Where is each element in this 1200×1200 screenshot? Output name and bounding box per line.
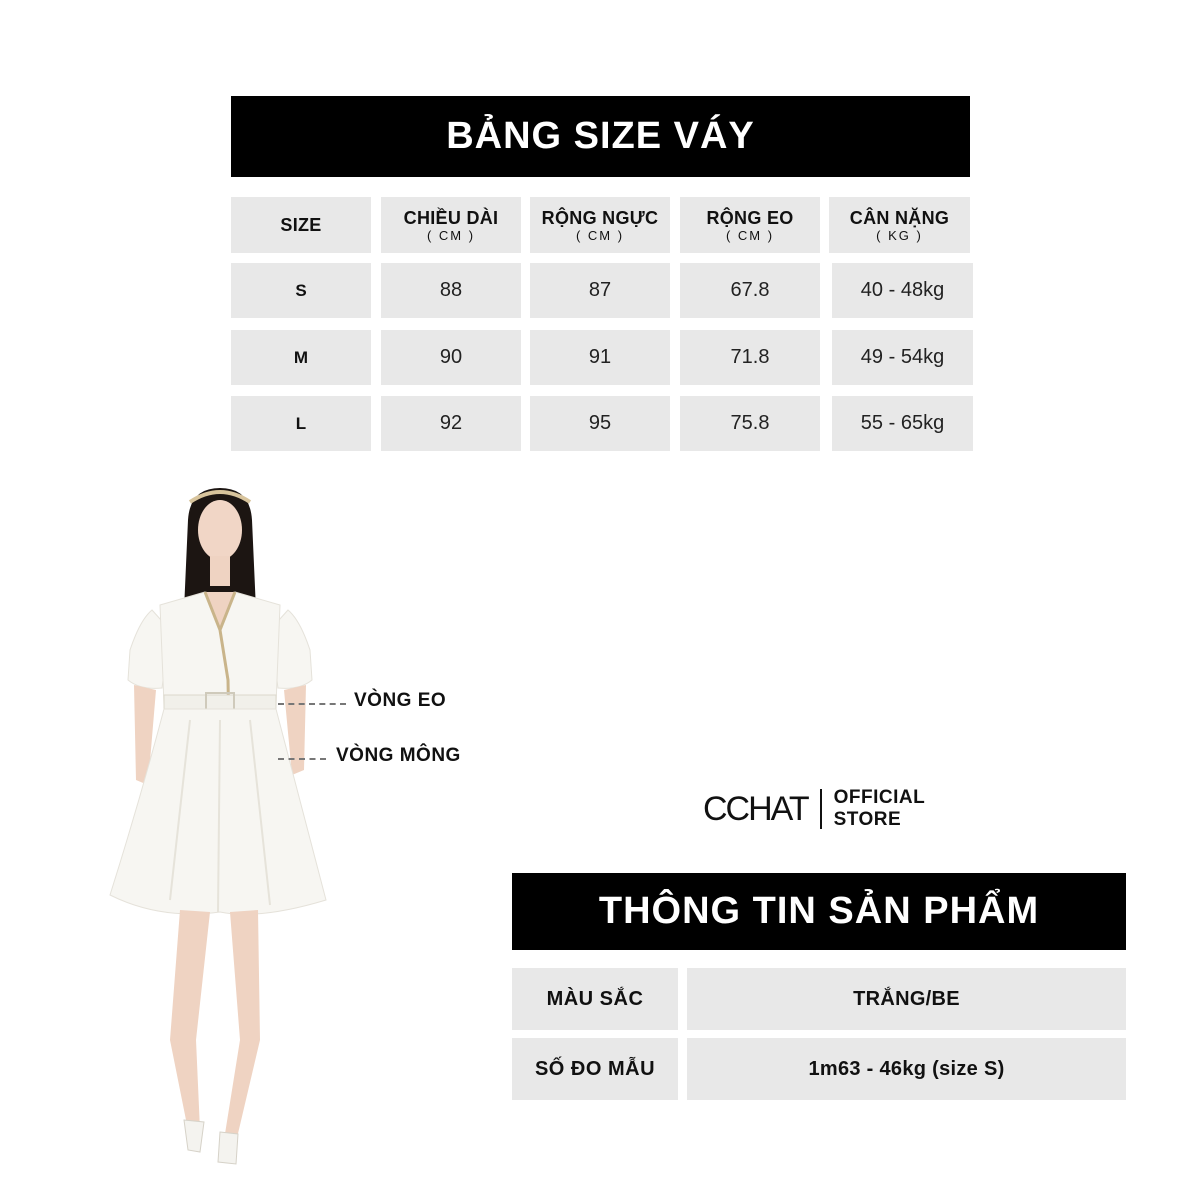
row-s-weight: 40 - 48kg xyxy=(832,263,973,318)
header-waist xyxy=(680,197,820,253)
header-size xyxy=(231,197,371,253)
row-m-weight: 49 - 54kg xyxy=(832,330,973,385)
row-l-size: L xyxy=(231,396,371,451)
header-bust-label: RỘNG NGỰC xyxy=(541,207,659,228)
header-waist-unit: ( CM ) xyxy=(725,227,775,243)
info-color-value: TRẮNG/BE xyxy=(687,968,1126,1030)
row-m-length: 90 xyxy=(381,330,521,385)
product-info-title: THÔNG TIN SẢN PHẨM xyxy=(512,873,1126,950)
header-bust xyxy=(530,197,670,253)
info-color-label: MÀU SẮC xyxy=(512,968,678,1030)
row-s-waist: 67.8 xyxy=(680,263,820,318)
brand-store-line2: STORE xyxy=(833,809,902,830)
header-length xyxy=(381,197,521,253)
hip-callout-line xyxy=(278,758,326,760)
row-l-waist: 75.8 xyxy=(680,396,820,451)
info-model-label: SỐ ĐO MẪU xyxy=(512,1038,678,1100)
header-length-label: CHIỀU DÀI xyxy=(403,207,499,228)
row-m-size: M xyxy=(231,330,371,385)
hip-callout-label: VÒNG MÔNG xyxy=(336,745,461,766)
row-s-length: 88 xyxy=(381,263,521,318)
info-model-value: 1m63 - 46kg (size S) xyxy=(687,1038,1126,1100)
waist-callout-line xyxy=(278,703,346,705)
header-weight xyxy=(829,197,970,253)
header-weight-label: CÂN NẶNG xyxy=(849,207,950,228)
model-photo xyxy=(100,480,340,1170)
brand-logo xyxy=(703,786,925,832)
header-weight-unit: ( KG ) xyxy=(876,227,923,243)
row-m-waist: 71.8 xyxy=(680,330,820,385)
brand-logo-mark: CCHAT xyxy=(703,789,808,828)
row-l-bust: 95 xyxy=(530,396,670,451)
row-s-bust: 87 xyxy=(530,263,670,318)
row-l-length: 92 xyxy=(381,396,521,451)
header-size-label: SIZE xyxy=(280,214,322,235)
size-chart-title: BẢNG SIZE VÁY xyxy=(231,96,970,177)
brand-logo-divider xyxy=(820,789,822,829)
brand-store-text xyxy=(834,787,926,831)
waist-callout-label: VÒNG EO xyxy=(354,690,447,711)
header-bust-unit: ( CM ) xyxy=(575,227,625,243)
row-m-bust: 91 xyxy=(530,330,670,385)
header-length-unit: ( CM ) xyxy=(426,227,476,243)
row-s-size: S xyxy=(231,263,371,318)
brand-store-line1: OFFICIAL xyxy=(833,787,926,808)
header-waist-label: RỘNG EO xyxy=(706,207,794,228)
row-l-weight: 55 - 65kg xyxy=(832,396,973,451)
